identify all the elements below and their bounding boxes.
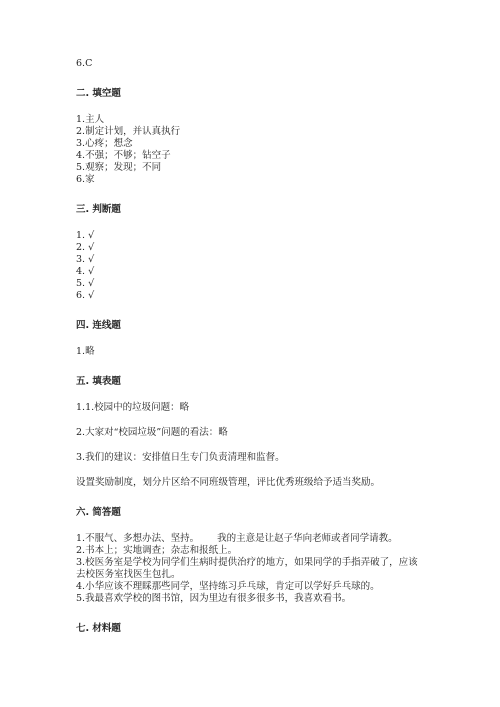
list-item: 4.小华应该不理睬那些同学，坚持练习乒乓球，肯定可以学好乒乓球的。: [76, 581, 380, 592]
short-answer-answers: [76, 533, 436, 605]
table-answers: [76, 402, 436, 489]
list-item: 5. √: [76, 278, 95, 289]
answer-page: [76, 58, 436, 635]
list-item: 5.观察；发现；不同: [76, 162, 162, 173]
list-item: 4.不强；不够；钻空子: [76, 150, 171, 161]
section-heading-table: 五. 填表题: [76, 376, 121, 387]
list-item: [76, 533, 436, 545]
list-item: 3.校医务室是学校为同学们生病时提供治疗的地方，如果同学的手指弄破了，应该去校医务室找医生包扎。: [76, 557, 418, 580]
section-heading-fill-blank: 二. 填空题: [76, 88, 121, 99]
list-item: 6. √: [76, 290, 95, 301]
short-answer-1b: 我的主意是让赵子华向老师或者同学请教。: [217, 533, 398, 544]
short-answer-1a: 1.不服气、多想办法、坚持。: [76, 533, 200, 544]
list-item: 2.书本上；实地调查；杂志和报纸上。: [76, 545, 238, 556]
list-item: 2. √: [76, 242, 95, 253]
section-heading-matching: 四. 连线题: [76, 320, 121, 331]
section-heading-judgement: 三. 判断题: [76, 204, 121, 215]
list-item: 1.略: [76, 346, 95, 357]
paragraph: 2.大家对“校园垃圾”问题的看法：略: [76, 427, 228, 438]
list-item: 4. √: [76, 266, 95, 277]
list-item: 1.主人: [76, 114, 105, 125]
paragraph: 1.1.校园中的垃圾问题：略: [76, 402, 190, 413]
list-item: 3. √: [76, 254, 95, 265]
list-item: 5.我最喜欢学校的图书馆，因为里边有很多很多书，我喜欢看书。: [76, 593, 352, 604]
section-heading-material: 七. 材料题: [76, 623, 121, 634]
section-heading-short-answer: 六. 简答题: [76, 507, 121, 518]
list-item: 1. √: [76, 230, 95, 241]
paragraph: 设置奖励制度，划分片区给不同班级管理，评比优秀班级给予适当奖励。: [76, 477, 381, 488]
list-item: 6.家: [76, 174, 95, 185]
answer-6c: 6.C: [76, 58, 93, 69]
judgement-answers: [76, 230, 436, 302]
list-item: 3.心疼；想念: [76, 138, 133, 149]
list-item: 2.制定计划，并认真执行: [76, 126, 181, 137]
matching-answers: [76, 346, 436, 358]
paragraph: 3.我们的建议：安排值日生专门负责清理和监督。: [76, 452, 285, 463]
fill-blank-answers: [76, 114, 436, 186]
